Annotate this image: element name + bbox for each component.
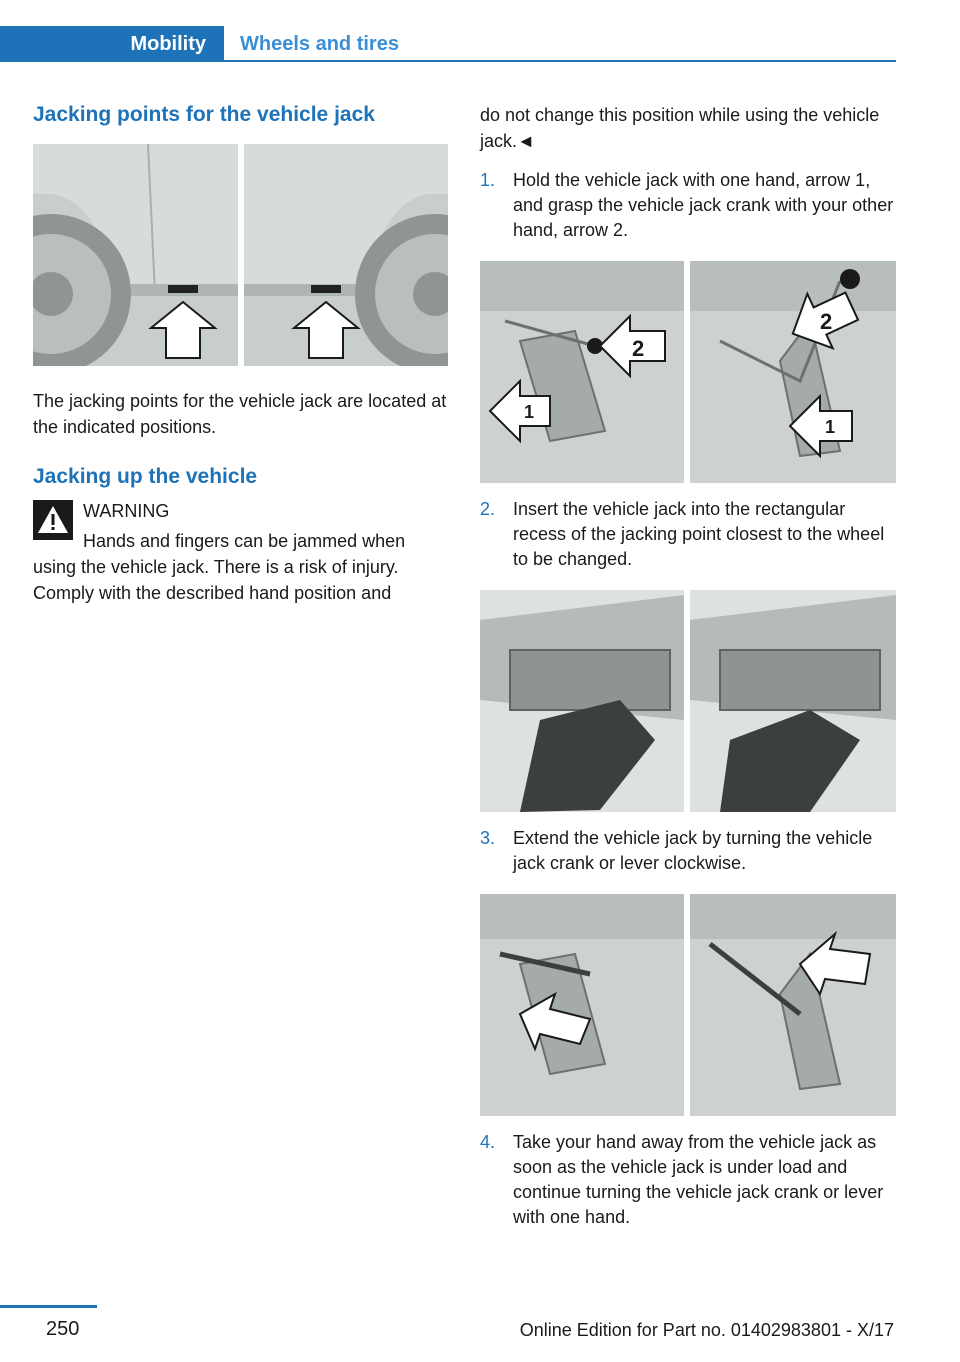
step-1 xyxy=(480,168,896,243)
right-column xyxy=(480,100,896,1230)
page-header xyxy=(0,0,960,62)
step-number: 3. xyxy=(480,828,496,848)
heading-jacking-points: Jacking points for the vehicle jack xyxy=(33,103,375,126)
step-text: Extend the vehicle jack by turning the vehicle jack crank or lever clockwise. xyxy=(513,828,873,873)
insert-jack-illustration xyxy=(480,590,896,812)
arrow-label: 1 xyxy=(524,402,535,422)
left-column xyxy=(33,100,448,606)
warning-text: Hands and fingers can be jammed when using the vehicle jack. There is a risk of injury. Comply with the described hand position and xyxy=(33,531,406,603)
step-text: Take your hand away from the vehicle jack as soon as the vehicle jack is under load and continue turning the vehicle jack crank or lever with one hand. xyxy=(513,1132,884,1227)
tab-mobility[interactable]: Mobility xyxy=(0,26,224,62)
figure-jacking-points xyxy=(33,144,448,366)
footer-divider xyxy=(0,1305,97,1308)
arrow-label: 1 xyxy=(825,417,836,437)
heading-jacking-up: Jacking up the vehicle xyxy=(33,465,258,488)
step-number: 1. xyxy=(480,170,496,190)
step-number: 2. xyxy=(480,499,496,519)
header-divider xyxy=(0,60,896,62)
step-3 xyxy=(480,826,896,876)
page-number: 250 xyxy=(46,1318,80,1340)
step-text: Hold the vehicle jack with one hand, arrow 1, and grasp the vehicle jack crank with your other hand, arrow 2. xyxy=(513,170,894,240)
warning-triangle-icon xyxy=(33,500,73,540)
figure-extend-jack xyxy=(480,894,896,1116)
tab-wheels-and-tires[interactable]: Wheels and tires xyxy=(240,32,399,55)
step-text: Insert the vehicle jack into the rectangular recess of the jacking point closest to the wheel to be changed. xyxy=(513,499,885,569)
arrow-label: 2 xyxy=(820,309,833,334)
figure-insert-jack xyxy=(480,590,896,812)
figure-hold-jack xyxy=(480,261,896,483)
jacking-points-description: The jacking points for the vehicle jack are located at the indicated positions. xyxy=(33,391,447,437)
edition-info: Online Edition for Part no. 01402983801 - X/17 xyxy=(519,1320,894,1340)
warning-block xyxy=(33,498,448,606)
step-4 xyxy=(480,1130,896,1230)
jacking-points-illustration xyxy=(33,144,448,366)
hold-jack-illustration xyxy=(480,261,896,483)
step-2 xyxy=(480,497,896,572)
arrow-label: 2 xyxy=(632,336,645,361)
continued-text: do not change this position while using the vehicle jack.◄ xyxy=(480,105,880,151)
step-number: 4. xyxy=(480,1132,496,1152)
warning-title: WARNING xyxy=(83,501,170,521)
extend-jack-illustration xyxy=(480,894,896,1116)
